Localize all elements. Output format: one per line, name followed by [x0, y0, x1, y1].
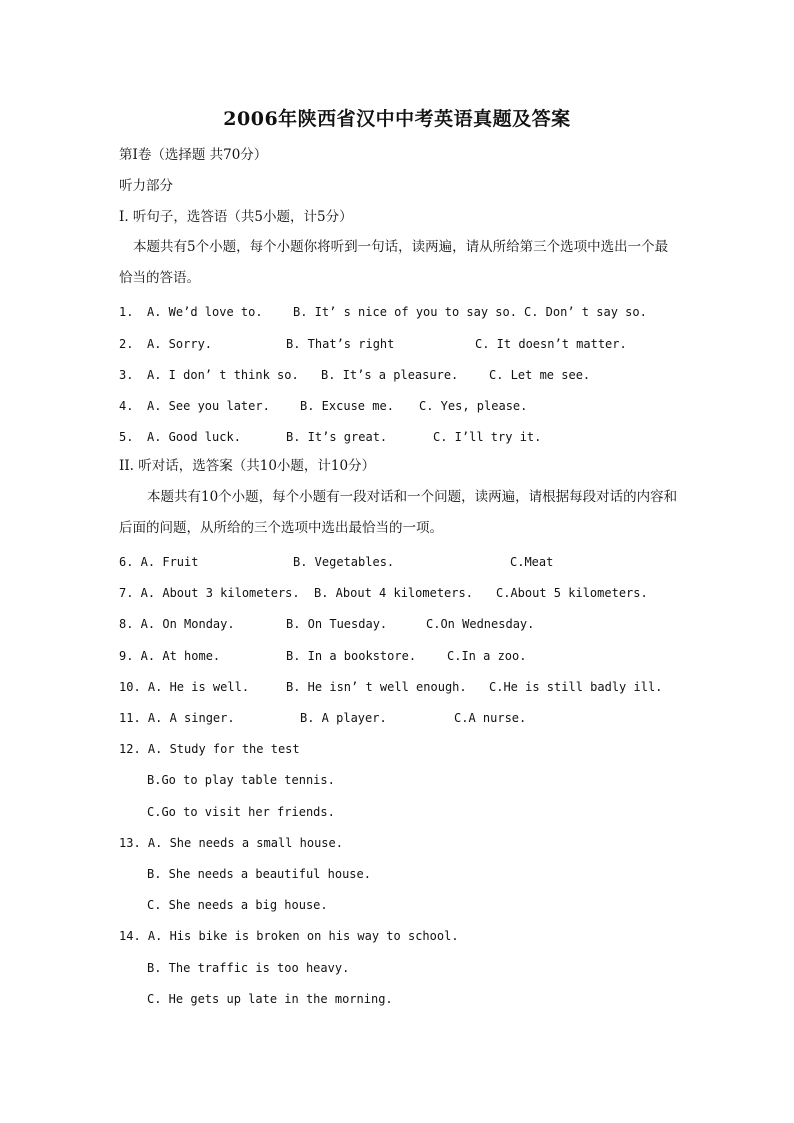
option-b: B. The traffic is too heavy. — [147, 961, 350, 975]
option-c: C. It doesn’t matter. — [475, 337, 627, 351]
option-c: C.He is still badly ill. — [489, 680, 663, 694]
option-a: A. See you later. — [147, 399, 270, 413]
option-c: C. Don’ t say so. — [524, 305, 647, 319]
option-b: B. It’ s nice of you to say so. — [293, 305, 517, 319]
option-b: B. It’s great. — [286, 430, 388, 444]
option-b: B. About 4 kilometers. — [314, 586, 473, 600]
option-b: B. Excuse me. — [300, 399, 394, 413]
question-6 — [119, 553, 679, 571]
option-c: C. Yes, please. — [419, 399, 528, 413]
question-13-option-c — [119, 896, 679, 914]
page-title: 2006年陕西省汉中中考英语真题及答案 — [223, 108, 571, 130]
option-a: 13. A. She needs a small house. — [119, 836, 343, 850]
question-12-option-c — [119, 803, 679, 821]
question-11 — [119, 709, 679, 727]
section2-instructions: 本题共有10个小题，每个小题有一段对话和一个问题，读两遍，请根据每段对话的内容和后面的问题，从所给的三个选项中选出最恰当的一项。 — [119, 489, 678, 536]
listening-label: 听力部分 — [119, 178, 173, 194]
option-a: 10. A. He is well. — [119, 680, 250, 694]
part-label: 第Ⅰ卷（选择题 共70分） — [119, 147, 268, 163]
option-a: A. Good luck. — [147, 430, 241, 444]
option-a: 8. A. On Monday. — [119, 617, 235, 631]
option-b: B. In a bookstore. — [286, 649, 417, 663]
question-14-option-b — [119, 959, 679, 977]
question-number: 1. — [119, 305, 134, 319]
option-c: C. She needs a big house. — [147, 898, 328, 912]
question-3 — [119, 366, 679, 384]
question-1 — [119, 303, 679, 321]
question-13-option-a — [119, 834, 679, 852]
option-c: C. He gets up late in the morning. — [147, 992, 393, 1006]
option-a: 11. A. A singer. — [119, 711, 235, 725]
option-c: C. Let me see. — [489, 368, 591, 382]
question-14-option-a — [119, 927, 679, 945]
option-c: C.Go to visit her friends. — [147, 805, 335, 819]
option-c: C. I’ll try it. — [433, 430, 542, 444]
option-b: B. A player. — [300, 711, 387, 725]
section2-heading: II. 听对话，选答案（共10小题，计10分） — [119, 458, 376, 474]
question-5 — [119, 428, 679, 446]
section1-instructions: 本题共有5个小题，每个小题你将听到一句话，读两遍，请从所给第三个选项中选出一个最恰当的答语。 — [119, 239, 669, 286]
option-a: A. Sorry. — [147, 337, 213, 351]
option-c: C.In a zoo. — [447, 649, 527, 663]
option-b: B. On Tuesday. — [286, 617, 388, 631]
question-14-option-c — [119, 990, 679, 1008]
option-b: B. She needs a beautiful house. — [147, 867, 371, 881]
question-12-option-b — [119, 771, 679, 789]
question-number: 4. — [119, 399, 134, 413]
question-2 — [119, 335, 679, 353]
question-number: 5. — [119, 430, 134, 444]
option-a: A. I don’ t think so. — [147, 368, 299, 382]
option-a: 14. A. His bike is broken on his way to school. — [119, 929, 459, 943]
question-7 — [119, 584, 679, 602]
option-b: B. He isn’ t well enough. — [286, 680, 467, 694]
option-a: 7. A. About 3 kilometers. — [119, 586, 300, 600]
question-12-option-a — [119, 740, 679, 758]
question-10 — [119, 678, 679, 696]
option-b: B. Vegetables. — [293, 555, 395, 569]
option-a: 6. A. Fruit — [119, 555, 199, 569]
question-number: 2. — [119, 337, 134, 351]
option-b: B.Go to play table tennis. — [147, 773, 335, 787]
option-a: 12. A. Study for the test — [119, 742, 300, 756]
option-b: B. It’s a pleasure. — [321, 368, 459, 382]
section1-heading: I. 听句子，选答语（共5小题，计5分） — [119, 209, 353, 225]
question-number: 3. — [119, 368, 134, 382]
option-a: A. We’d love to. — [147, 305, 263, 319]
question-13-option-b — [119, 865, 679, 883]
question-4 — [119, 397, 679, 415]
option-c: C.About 5 kilometers. — [496, 586, 648, 600]
question-8 — [119, 615, 679, 633]
option-b: B. That’s right — [286, 337, 395, 351]
option-c: C.On Wednesday. — [426, 617, 535, 631]
option-c: C.Meat — [510, 555, 554, 569]
question-9 — [119, 647, 679, 665]
option-c: C.A nurse. — [454, 711, 527, 725]
option-a: 9. A. At home. — [119, 649, 221, 663]
